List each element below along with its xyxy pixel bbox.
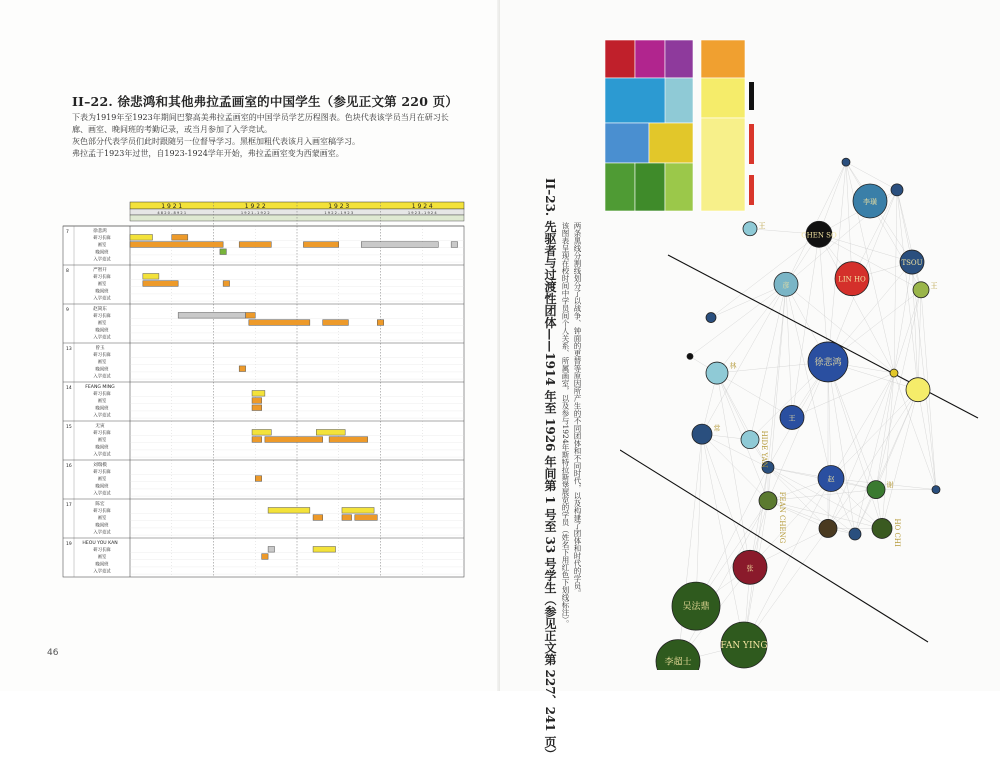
month-strip-label: 4 8 2 0 - 8 9 2 1 bbox=[157, 211, 187, 216]
attendance-bar bbox=[252, 405, 262, 411]
figure-23-caption-line-1: 该图表呈现在校时间中学员间个人关系、所属画室，以及参与1924年斯特拉斯堡展览的学员（姓名下用红色下划线标注）。 bbox=[561, 222, 570, 628]
row-label: 画室 bbox=[97, 321, 107, 327]
figure-22-caption-line-3: 灰色部分代表学员们此时跟随另一位督导学习。黑框加粗代表该月入画室稿学习。 bbox=[72, 137, 360, 146]
student-node-label: 徐悲鸿 bbox=[814, 357, 842, 368]
attendance-bar bbox=[143, 281, 178, 287]
attendance-bar bbox=[239, 242, 271, 248]
attendance-bar bbox=[223, 281, 229, 287]
row-label: 研习长廊 bbox=[93, 509, 111, 514]
student-node-label: 张 bbox=[746, 564, 754, 573]
attendance-bar bbox=[252, 437, 262, 443]
row-label: 研习长廊 bbox=[93, 314, 111, 319]
attendance-bar bbox=[268, 508, 310, 514]
row-label: 晚间班 bbox=[95, 406, 109, 412]
relationship-edge bbox=[894, 190, 897, 373]
student-node bbox=[932, 486, 940, 494]
student-node-label: 林 bbox=[729, 362, 737, 370]
relationship-edge bbox=[786, 284, 792, 417]
student-node-label: LIN HO bbox=[838, 275, 866, 284]
attendance-bar bbox=[246, 313, 256, 319]
row-label: 晚间班 bbox=[95, 367, 109, 373]
student-number: 16 bbox=[66, 464, 72, 469]
student-number: 14 bbox=[66, 386, 72, 391]
relationship-edge bbox=[897, 190, 921, 290]
attendance-bar bbox=[249, 320, 310, 326]
year-label: 1 9 2 2 bbox=[244, 203, 266, 210]
row-label: 研习长廊 bbox=[93, 275, 111, 280]
row-label: 入学竞试 bbox=[93, 491, 111, 497]
attendance-bar bbox=[361, 242, 438, 248]
attendance-bar bbox=[268, 547, 274, 553]
student-node bbox=[872, 518, 892, 538]
relationship-edge bbox=[702, 434, 750, 567]
attendance-bar bbox=[265, 437, 323, 443]
student-name: 无寅 bbox=[95, 424, 105, 429]
student-node bbox=[849, 528, 861, 540]
student-node-label: TSOU bbox=[901, 259, 923, 268]
relationship-edge bbox=[768, 501, 828, 529]
era-divider-line-2 bbox=[620, 450, 928, 642]
attendance-bar bbox=[255, 476, 261, 482]
student-name: 曾玉 bbox=[95, 346, 105, 351]
relationship-edge bbox=[828, 373, 894, 528]
attendance-bar bbox=[130, 242, 223, 248]
student-name: HEOU YOU KAN bbox=[82, 541, 118, 546]
attendance-bar bbox=[377, 320, 383, 326]
relationship-edge bbox=[894, 290, 921, 373]
row-label: 研习长廊 bbox=[93, 353, 111, 358]
student-node bbox=[706, 313, 716, 323]
student-node-label: 王 bbox=[788, 414, 796, 423]
row-label: 入学竞试 bbox=[93, 335, 111, 341]
student-node bbox=[759, 492, 777, 510]
relationship-edge bbox=[831, 373, 894, 478]
attendance-bar bbox=[172, 235, 188, 241]
student-name: 陈宏 bbox=[95, 502, 105, 507]
relationship-edge bbox=[855, 373, 894, 534]
attendance-bar bbox=[252, 398, 262, 404]
row-label: 研习长廊 bbox=[93, 470, 111, 475]
relationship-edge bbox=[717, 373, 750, 567]
student-number: 19 bbox=[66, 542, 72, 547]
relationship-edge bbox=[696, 434, 702, 606]
row-label: 画室 bbox=[97, 438, 107, 444]
row-label: 研习长廊 bbox=[93, 392, 111, 397]
era-divider-line-1 bbox=[668, 255, 978, 418]
figure-23-title: II–23. 先驱者与过渡性团体——1914 年至 1926 年间第 1 号至 33 号学生（参见正文第 227、241 页） bbox=[543, 178, 557, 760]
student-node-label: 王 bbox=[930, 281, 938, 289]
student-number: 15 bbox=[66, 425, 72, 430]
relationship-edge bbox=[918, 290, 921, 390]
student-node-label: HO CHI bbox=[893, 518, 901, 547]
student-number: 7 bbox=[66, 230, 69, 235]
student-node-label: FAN YING bbox=[720, 641, 768, 651]
row-label: 研习长廊 bbox=[93, 431, 111, 436]
student-number: 9 bbox=[66, 308, 69, 313]
relationship-edge bbox=[828, 362, 855, 534]
student-node-label: 李璜 bbox=[863, 198, 877, 206]
student-node bbox=[706, 362, 728, 384]
row-label: 晚间班 bbox=[95, 484, 109, 490]
student-name: 徐悲鸿 bbox=[93, 229, 107, 234]
table-frame bbox=[63, 226, 464, 577]
attendance-bar bbox=[313, 547, 335, 553]
student-node bbox=[867, 481, 885, 499]
attendance-bar bbox=[313, 515, 323, 521]
month-strip-label: 1 9 2 2 - 1 9 2 3 bbox=[324, 211, 354, 216]
student-node bbox=[687, 353, 693, 359]
attendance-bar bbox=[355, 515, 377, 521]
attendance-bar bbox=[451, 242, 457, 248]
year-label: 1 9 2 3 bbox=[328, 203, 350, 210]
row-label: 画室 bbox=[97, 399, 107, 405]
row-label: 画室 bbox=[97, 477, 107, 483]
student-node bbox=[891, 184, 903, 196]
row-label: 研习长廊 bbox=[93, 236, 111, 241]
left-page bbox=[0, 0, 500, 691]
row-label: 晚间班 bbox=[95, 289, 109, 295]
row-label: 画室 bbox=[97, 243, 107, 249]
attendance-bar bbox=[239, 366, 245, 372]
student-node-label: 常 bbox=[713, 424, 721, 432]
row-label: 入学竞试 bbox=[93, 413, 111, 419]
attendance-bar bbox=[329, 437, 368, 443]
student-node bbox=[819, 519, 837, 537]
attendance-bar bbox=[220, 249, 226, 255]
student-number: 8 bbox=[66, 269, 69, 274]
student-node-label: 王 bbox=[758, 221, 766, 229]
relationship-edge bbox=[828, 162, 846, 362]
student-name: 严智开 bbox=[93, 268, 107, 273]
student-node-label: FEAN CHENG bbox=[778, 491, 786, 544]
page-number: 46 bbox=[47, 648, 59, 658]
row-label: 入学竞试 bbox=[93, 257, 111, 263]
row-label: 入学竞试 bbox=[93, 530, 111, 536]
row-label: 晚间班 bbox=[95, 250, 109, 256]
student-node bbox=[842, 158, 850, 166]
row-label: 画室 bbox=[97, 516, 107, 522]
student-node bbox=[692, 424, 712, 444]
relationship-edge bbox=[855, 390, 918, 534]
figure-22-caption-line-1: 下表为1919年至1923年期间巴黎高美弗拉孟画室的中国学员学艺历程图表。色块代表该学员当月在研习长 bbox=[72, 113, 449, 122]
attendance-bar bbox=[342, 508, 374, 514]
figure-22-title: II–22. 徐悲鸿和其他弗拉孟画室的中国学生（参见正文第 220 页） bbox=[72, 94, 459, 109]
student-node bbox=[906, 378, 930, 402]
attendance-chart bbox=[62, 200, 466, 585]
student-number: 13 bbox=[66, 347, 72, 352]
student-node bbox=[743, 222, 757, 236]
row-label: 晚间班 bbox=[95, 328, 109, 334]
student-node-label: 吴法鼎 bbox=[682, 602, 710, 613]
attendance-bar bbox=[323, 320, 349, 326]
student-node bbox=[741, 431, 759, 449]
relationship-edge bbox=[828, 362, 882, 529]
attendance-bar bbox=[178, 313, 245, 319]
student-node-label: 谢 bbox=[886, 480, 894, 488]
row-label: 晚间班 bbox=[95, 523, 109, 529]
row-label: 入学竞试 bbox=[93, 452, 111, 458]
attendance-bar bbox=[143, 274, 159, 280]
year-label: 1 9 2 1 bbox=[161, 203, 183, 210]
row-label: 画室 bbox=[97, 555, 107, 561]
student-node-label: 赵 bbox=[827, 475, 835, 484]
figure-22-caption-line-2: 廊、画室、晚间班的考勤记录，或当月参加了入学竞试。 bbox=[72, 125, 272, 134]
relationship-edge bbox=[828, 390, 918, 529]
student-node-label: CHEN SO bbox=[801, 231, 837, 240]
relationship-edge bbox=[894, 262, 912, 373]
relationship-edge bbox=[831, 390, 918, 479]
figure-23-caption-line-2: 两条黑线分割线划分了以战争、钟面的更替等原因所产生的不同团体和不同时代，以及构建了团体和时代的学员。 bbox=[573, 222, 582, 597]
row-label: 入学竞试 bbox=[93, 296, 111, 302]
network-diagram bbox=[620, 30, 980, 670]
relationship-edge bbox=[792, 234, 819, 417]
attendance-bar bbox=[342, 515, 352, 521]
month-strip-label: 1 9 2 3 - 1 9 2 4 bbox=[407, 211, 437, 216]
row-label: 晚间班 bbox=[95, 562, 109, 568]
attendance-bar bbox=[252, 430, 271, 436]
row-label: 研习长廊 bbox=[93, 548, 111, 553]
relationship-edge bbox=[876, 373, 894, 490]
attendance-bar bbox=[262, 554, 268, 560]
student-name: FEANG MING bbox=[85, 385, 115, 390]
row-label: 晚间班 bbox=[95, 445, 109, 451]
student-node-label: 彦 bbox=[782, 281, 790, 290]
row-label: 入学竞试 bbox=[93, 569, 111, 575]
attendance-bar bbox=[130, 235, 152, 241]
row-label: 入学竞试 bbox=[93, 374, 111, 380]
row-label: 画室 bbox=[97, 360, 107, 366]
attendance-bar bbox=[316, 430, 345, 436]
attendance-bar bbox=[252, 391, 265, 397]
student-name: 刘瑞模 bbox=[93, 463, 107, 468]
relationship-edge bbox=[792, 373, 894, 417]
relationship-edge bbox=[711, 234, 819, 317]
student-name: 赵简东 bbox=[93, 307, 107, 312]
row-label: 画室 bbox=[97, 282, 107, 288]
student-node-label: HIDE YAN bbox=[760, 430, 768, 468]
student-node bbox=[913, 282, 929, 298]
year-label: 1 9 2 4 bbox=[411, 203, 433, 210]
student-number: 17 bbox=[66, 503, 72, 508]
attendance-bar bbox=[303, 242, 338, 248]
figure-22-caption-line-4: 弗拉孟于1923年过世，自1923-1924学年开始，弗拉孟画室变为西蒙画室。 bbox=[72, 149, 344, 158]
month-strip-label: 1 9 2 1 - 1 9 2 2 bbox=[240, 211, 270, 216]
student-node bbox=[890, 369, 898, 377]
student-node-label: 李超士 bbox=[664, 657, 692, 668]
relationship-edge bbox=[846, 162, 852, 279]
